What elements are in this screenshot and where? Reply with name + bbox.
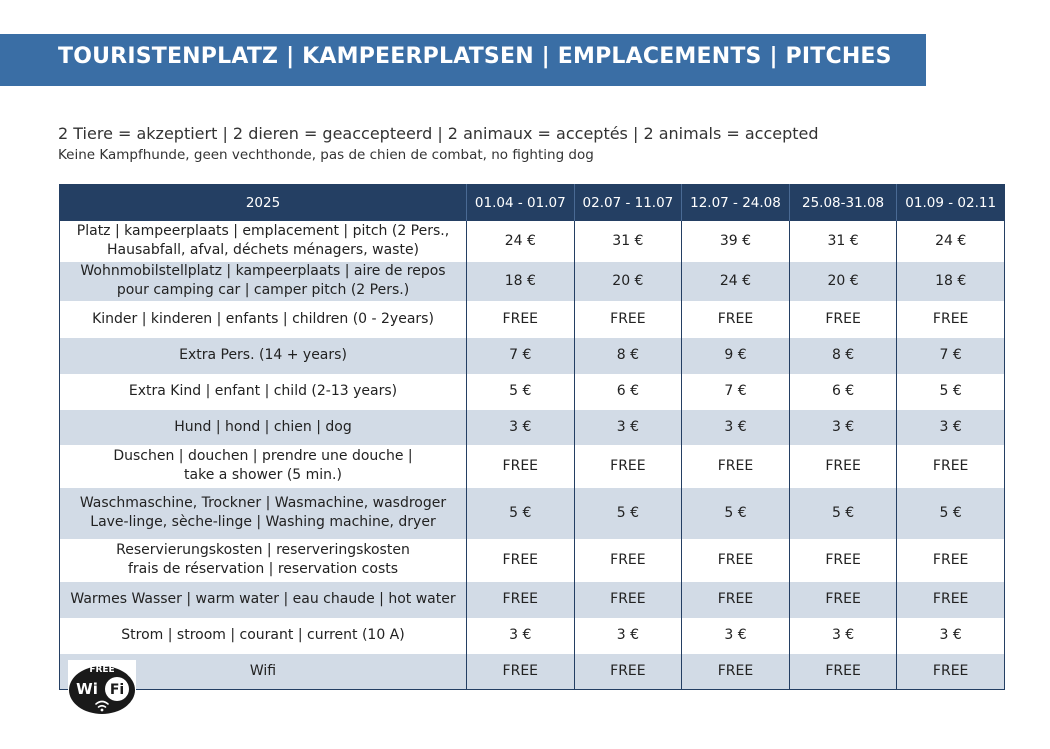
price-cell: 3 €: [467, 410, 575, 445]
price-cell: 3 €: [574, 410, 682, 445]
table-row: [60, 654, 1005, 690]
row-label: [60, 539, 467, 582]
price-cell: 3 €: [897, 618, 1005, 654]
price-cell: 3 €: [682, 410, 790, 445]
price-cell: 5 €: [789, 488, 897, 539]
row-label-line: Extra Pers. (14 + years): [179, 347, 347, 363]
year-header: 2025: [60, 185, 467, 221]
period-header: 25.08-31.08: [789, 185, 897, 221]
price-cell: 18 €: [897, 262, 1005, 301]
table-row: [60, 618, 1005, 654]
price-cell: 3 €: [789, 618, 897, 654]
price-cell: FREE: [897, 654, 1005, 690]
row-label-line: Waschmaschine, Trockner | Wasmachine, wasdroger: [79, 495, 447, 511]
row-label: [60, 221, 467, 262]
row-label: [60, 262, 467, 301]
price-cell: 3 €: [574, 618, 682, 654]
row-label: [60, 618, 467, 654]
price-cell: 24 €: [682, 262, 790, 301]
price-cell: FREE: [467, 539, 575, 582]
price-cell: 18 €: [467, 262, 575, 301]
price-cell: 3 €: [682, 618, 790, 654]
price-cell: 8 €: [574, 338, 682, 374]
row-label: [60, 582, 467, 618]
badge-free-text: FREE: [89, 665, 115, 675]
table-row: [60, 445, 1005, 488]
row-label: [60, 374, 467, 410]
table-header-row: [60, 185, 1005, 221]
price-cell: 24 €: [897, 221, 1005, 262]
price-cell: 31 €: [789, 221, 897, 262]
row-label: [60, 338, 467, 374]
price-cell: 7 €: [897, 338, 1005, 374]
price-cell: FREE: [789, 654, 897, 690]
free-wifi-badge: [68, 660, 136, 716]
row-label-line: Wifi: [249, 662, 277, 679]
price-cell: 5 €: [574, 488, 682, 539]
row-label-line: Reservierungskosten | reserveringskosten: [116, 542, 410, 558]
price-cell: 39 €: [682, 221, 790, 262]
price-cell: 24 €: [467, 221, 575, 262]
row-label: [60, 445, 467, 488]
price-cell: 31 €: [574, 221, 682, 262]
price-cell: FREE: [897, 539, 1005, 582]
table-row: [60, 582, 1005, 618]
price-cell: 3 €: [789, 410, 897, 445]
price-cell: 20 €: [789, 262, 897, 301]
price-cell: 5 €: [467, 374, 575, 410]
row-label-line: Hund | hond | chien | dog: [174, 418, 352, 435]
price-cell: FREE: [789, 301, 897, 338]
price-cell: 6 €: [574, 374, 682, 410]
price-cell: FREE: [682, 582, 790, 618]
price-table: [59, 184, 1005, 690]
row-label-line: Warmes Wasser | warm water | eau chaude | hot water: [70, 591, 456, 607]
table-row: [60, 221, 1005, 262]
badge-wi-text: Wi: [76, 680, 98, 698]
price-cell: FREE: [682, 539, 790, 582]
price-cell: 7 €: [682, 374, 790, 410]
pets-note: 2 Tiere = akzeptiert | 2 dieren = geaccepteerd | 2 animaux = acceptés | 2 animals = accepted: [58, 124, 819, 143]
table-row: [60, 338, 1005, 374]
price-cell: 20 €: [574, 262, 682, 301]
row-label-line: Strom | stroom | courant | current (10 A): [121, 627, 405, 643]
badge-fi-text: Fi: [109, 682, 125, 698]
table-row: [60, 539, 1005, 582]
row-label: [60, 301, 467, 338]
price-cell: FREE: [789, 582, 897, 618]
price-cell: 5 €: [467, 488, 575, 539]
price-cell: FREE: [574, 445, 682, 488]
period-header: 02.07 - 11.07: [574, 185, 682, 221]
table-row: [60, 301, 1005, 338]
price-cell: FREE: [789, 445, 897, 488]
dogs-note: Keine Kampfhunde, geen vechthonde, pas de chien de combat, no fighting dog: [58, 147, 594, 163]
price-cell: FREE: [897, 445, 1005, 488]
price-cell: 3 €: [467, 618, 575, 654]
price-cell: 8 €: [789, 338, 897, 374]
price-cell: 5 €: [897, 374, 1005, 410]
row-label-line: pour camping car | camper pitch (2 Pers.): [116, 282, 410, 298]
price-cell: FREE: [574, 654, 682, 690]
table-row: [60, 262, 1005, 301]
price-cell: FREE: [467, 582, 575, 618]
price-cell: 6 €: [789, 374, 897, 410]
price-cell: FREE: [467, 301, 575, 338]
row-label: [60, 488, 467, 539]
row-label-line: frais de réservation | reservation costs: [127, 561, 399, 577]
row-label-line: Platz | kampeerplaats | emplacement | pitch (2 Pers.,: [76, 223, 450, 239]
price-cell: FREE: [574, 301, 682, 338]
price-cell: 5 €: [897, 488, 1005, 539]
price-cell: 3 €: [897, 410, 1005, 445]
row-label-line: Wohnmobilstellplatz | kampeerplaats | aire de repos: [80, 263, 446, 279]
row-label-line: Kinder | kinderen | enfants | children (0 - 2years): [92, 310, 434, 327]
price-cell: FREE: [467, 654, 575, 690]
price-cell: FREE: [682, 445, 790, 488]
table-row: [60, 374, 1005, 410]
price-cell: 9 €: [682, 338, 790, 374]
period-header: 01.04 - 01.07: [467, 185, 575, 221]
price-cell: FREE: [789, 539, 897, 582]
period-header: 12.07 - 24.08: [682, 185, 790, 221]
row-label-line: Duschen | douchen | prendre une douche |: [113, 448, 413, 464]
price-cell: 5 €: [682, 488, 790, 539]
price-cell: FREE: [897, 301, 1005, 338]
period-header: 01.09 - 02.11: [897, 185, 1005, 221]
row-label-line: Lave-linge, sèche-linge | Washing machine, dryer: [90, 514, 436, 530]
price-cell: FREE: [574, 582, 682, 618]
price-cell: 7 €: [467, 338, 575, 374]
row-label-line: Extra Kind | enfant | child (2-13 years): [128, 383, 398, 399]
price-cell: FREE: [467, 445, 575, 488]
row-label-line: Hausabfall, afval, déchets ménagers, waste): [106, 242, 420, 258]
table-row: [60, 488, 1005, 539]
price-cell: FREE: [897, 582, 1005, 618]
table-row: [60, 410, 1005, 445]
row-label-line: take a shower (5 min.): [184, 467, 342, 483]
row-label: [60, 410, 467, 445]
price-cell: FREE: [682, 301, 790, 338]
price-cell: FREE: [574, 539, 682, 582]
price-cell: FREE: [682, 654, 790, 690]
page-title: TOURISTENPLATZ | KAMPEERPLATSEN | EMPLACEMENTS | PITCHES: [58, 44, 892, 69]
